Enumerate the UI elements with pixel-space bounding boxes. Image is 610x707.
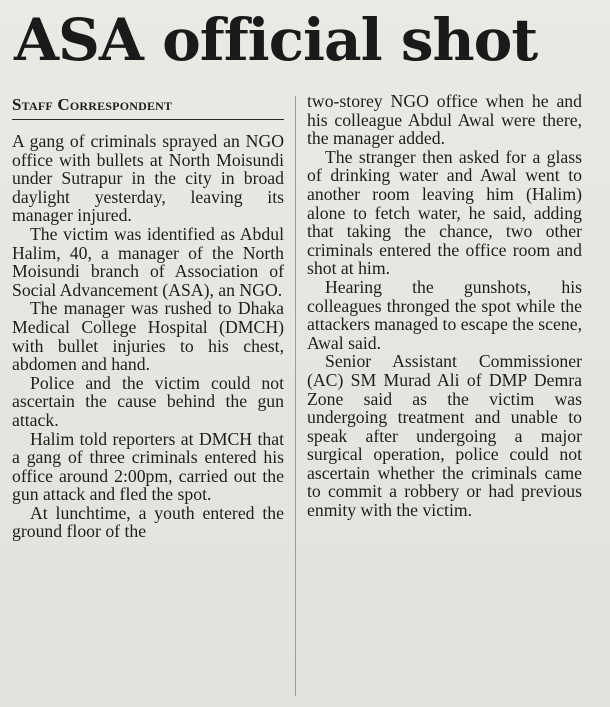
article-paragraph: At lunchtime, a youth entered the ground floor of the <box>12 502 284 542</box>
article-column-right <box>307 92 582 520</box>
article-paragraph: The stranger then asked for a glass of drinking water and Awal went to another room leaving him (Halim) alone to fetch water, he said, adding that taking the chance, two other criminals entered the office room and shot at him. <box>307 146 582 279</box>
column-divider <box>295 96 296 696</box>
article-paragraph: Hearing the gunshots, his colleagues thronged the spot while the attackers managed to escape the scene, Awal said. <box>307 276 582 353</box>
article-paragraph: The victim was identified as Abdul Halim, 40, a manager of the North Moisundi branch of Association of Social Advancement (ASA), an NGO. <box>12 223 284 300</box>
byline: Staff Correspondent <box>12 92 284 120</box>
headline: ASA official shot <box>14 6 538 74</box>
article-paragraph: The manager was rushed to Dhaka Medical College Hospital (DMCH) with bullet injuries to his chest, abdomen and hand. <box>12 298 284 375</box>
article-paragraph: Senior Assistant Commissioner (AC) SM Murad Ali of DMP Demra Zone said as the victim was undergoing treatment and unable to speak after undergoing a major surgical operation, police could not ascertain whether the criminals came to commit a robbery or had previous enmity with the victim. <box>307 351 582 521</box>
article-paragraph: two-storey NGO office when he and his colleague Abdul Awal were there, the manager added. <box>307 91 582 149</box>
article-paragraph: Halim told reporters at DMCH that a gang of three criminals entered his office around 2:00pm, carried out the gun attack and fled the spot. <box>12 428 284 505</box>
article-paragraph: A gang of criminals sprayed an NGO office with bullets at North Moisundi under Sutrapur in the city in broad daylight yesterday, leaving its manager injured. <box>12 131 284 226</box>
article-column-left <box>12 92 284 541</box>
article-paragraph: Police and the victim could not ascertain the cause behind the gun attack. <box>12 372 284 430</box>
